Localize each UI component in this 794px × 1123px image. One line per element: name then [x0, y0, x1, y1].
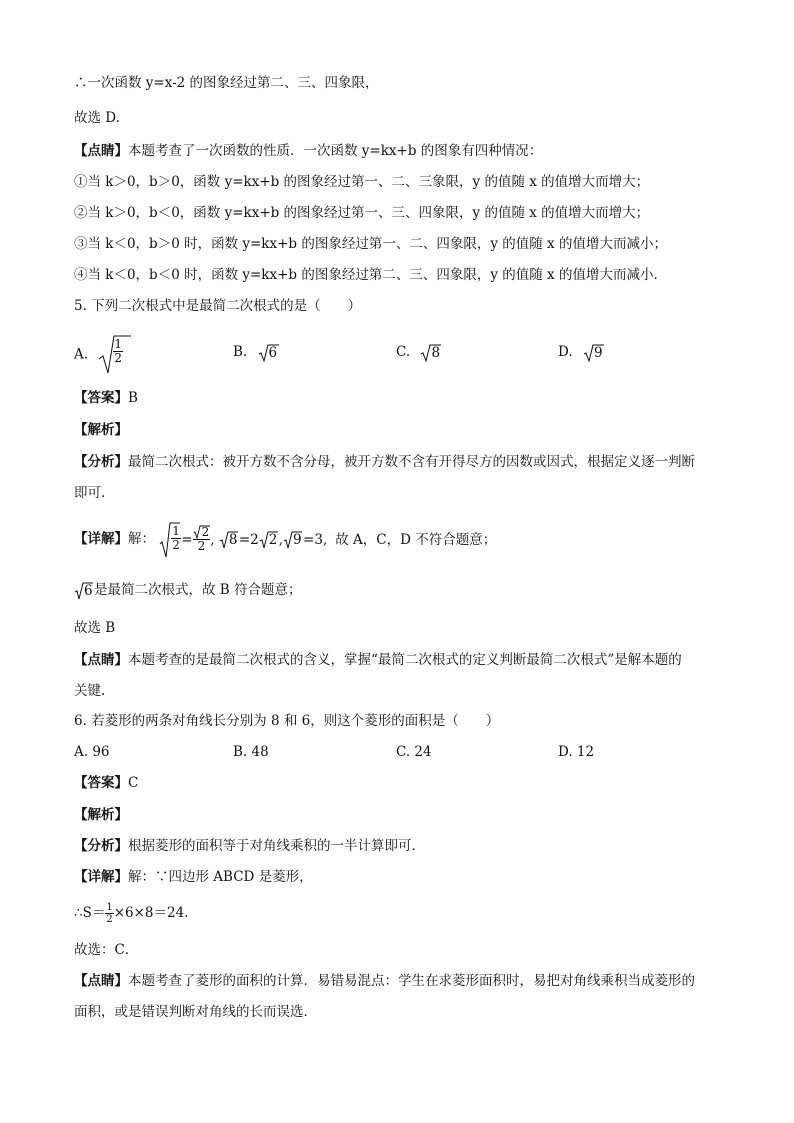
answer-value: C [128, 775, 139, 791]
option-label: A. [74, 346, 89, 363]
operator: = [181, 531, 193, 548]
radical-sign-icon [193, 525, 211, 539]
section-tag: 【详解】 [74, 869, 128, 885]
sqrt [420, 344, 442, 362]
radicand: 6 [84, 582, 93, 599]
fraction [193, 526, 211, 553]
text-line: 故选：C． [74, 942, 139, 958]
numerator: 1 [114, 337, 122, 351]
fraction [105, 902, 113, 925]
text: 是最简二次根式，故 B 符合题意； [94, 582, 302, 598]
sqrt-fraction [98, 335, 132, 375]
radicand: 8 [228, 531, 238, 548]
sqrt [583, 344, 605, 362]
option-b [233, 342, 280, 362]
option-label: C. [396, 344, 411, 360]
text-line [74, 452, 695, 472]
option-d [558, 342, 605, 362]
section-tag: 【分析】 [74, 838, 128, 854]
answer-line [74, 388, 138, 408]
formula-line [74, 898, 198, 928]
section-tag: 【解析】 [74, 422, 128, 438]
sqrt [258, 344, 280, 362]
question-6-stem: 6. 若菱形的两条对角线长分别为 8 和 6，则这个菱形的面积是（ ） [74, 713, 500, 729]
text-line: ∴一次函数 y=x-2 的图象经过第二、三、四象限， [74, 75, 379, 91]
section-tag: 【点睛】 [74, 143, 128, 159]
punct: , [210, 531, 215, 548]
text: 故 A，C，D 不符合题意； [335, 531, 497, 548]
text-line: 面积，或是错误判断对角线的长而误选． [74, 1004, 317, 1020]
text-line: 关键. [74, 683, 106, 699]
fraction [113, 338, 123, 365]
text-line [74, 141, 542, 161]
analysis-line [74, 420, 128, 440]
numerator [193, 526, 211, 540]
section-tag: 【详解】 [74, 531, 128, 547]
numerator: 1 [106, 902, 113, 913]
text: =3, [303, 531, 328, 548]
section-tag: 【解析】 [74, 807, 128, 823]
radicand: 9 [593, 344, 603, 361]
answer-line [74, 773, 138, 793]
fraction [171, 525, 181, 552]
option-b: B. 48 [233, 744, 269, 760]
radicand: 9 [293, 531, 302, 548]
numerator: 1 [172, 523, 180, 538]
text-line: ④当 k＜0，b＜0 时，函数 y=kx+b 的图象经过第二、三、四象限，y 的值随 x 的值增大而减小． [74, 267, 667, 283]
option-c: C. 24 [396, 744, 432, 760]
section-tag: 【答案】 [74, 775, 128, 791]
text-line: 即可. [74, 485, 106, 501]
denominator: 2 [197, 539, 206, 553]
option-label: D. [558, 344, 573, 360]
text-line [74, 836, 425, 856]
text-line: ①当 k＞0，b＞0，函数 y=kx+b 的图象经过第一、二、三象限，y 的值随 x 的值增大而增大； [74, 174, 650, 190]
denominator: 2 [172, 537, 180, 552]
text: 解：∵四边形 ABCD 是菱形， [128, 869, 313, 885]
sqrt [74, 582, 94, 600]
text-line [74, 867, 313, 887]
section-tag: 【答案】 [74, 390, 128, 406]
text: 根据菱形的面积等于对角线乘积的一半计算即可． [128, 838, 425, 854]
denominator: 2 [114, 351, 122, 365]
radicand: 2 [201, 525, 210, 539]
text-line: ③当 k＜0，b＞0 时，函数 y=kx+b 的图象经过第一、二、四象限，y 的值随 x 的值增大而减小； [74, 236, 667, 252]
text-line [74, 580, 302, 600]
sqrt [219, 531, 239, 549]
text-line [74, 971, 695, 991]
denominator: 2 [106, 914, 113, 925]
radicand: 8 [431, 344, 441, 361]
text-line: 故选 D. [74, 110, 120, 126]
section-tag: 【点睛】 [74, 652, 128, 668]
text: ∴S＝ [74, 905, 106, 921]
analysis-line [74, 805, 128, 825]
text: 本题考查了一次函数的性质．一次函数 y=kx+b 的图象有四种情况： [128, 143, 543, 159]
text: 最简二次根式：被开方数不含分母，被开方数不含有开得尽方的因数或因式，根据定义逐一判断 [128, 454, 695, 470]
option-a [74, 335, 132, 375]
option-a: A. 96 [74, 744, 110, 760]
option-d: D. 12 [558, 744, 595, 760]
text-line: 故选 B [74, 620, 116, 636]
radicand: 2 [268, 531, 278, 548]
detail-line [74, 517, 496, 561]
sqrt [259, 531, 279, 549]
sqrt [283, 531, 303, 549]
text: =2 [238, 531, 259, 548]
section-tag: 【分析】 [74, 454, 128, 470]
option-c [396, 342, 442, 362]
text-line: ②当 k＞0，b＜0，函数 y=kx+b 的图象经过第一、三、四象限，y 的值随 x 的值增大而增大； [74, 205, 650, 221]
text: ×6×8＝24． [113, 905, 198, 921]
text: 本题考查的是最简二次根式的含义，掌握“最简二次根式的定义判断最简二次根式”是解本题的 [128, 652, 682, 668]
question-5-stem: 5. 下列二次根式中是最简二次根式的是（ ） [74, 298, 362, 314]
sqrt-fraction [159, 522, 181, 558]
text: 本题考查了菱形的面积的计算．易错易混点：学生在求菱形面积时，易把对角线乘积当成菱形的 [128, 973, 695, 989]
text: 解： [128, 531, 155, 547]
option-label: B. [233, 344, 248, 360]
radicand: 6 [268, 344, 278, 361]
punct: , [278, 531, 284, 548]
text-line [74, 650, 682, 670]
section-tag: 【点睛】 [74, 973, 128, 989]
answer-value: B [128, 390, 138, 406]
